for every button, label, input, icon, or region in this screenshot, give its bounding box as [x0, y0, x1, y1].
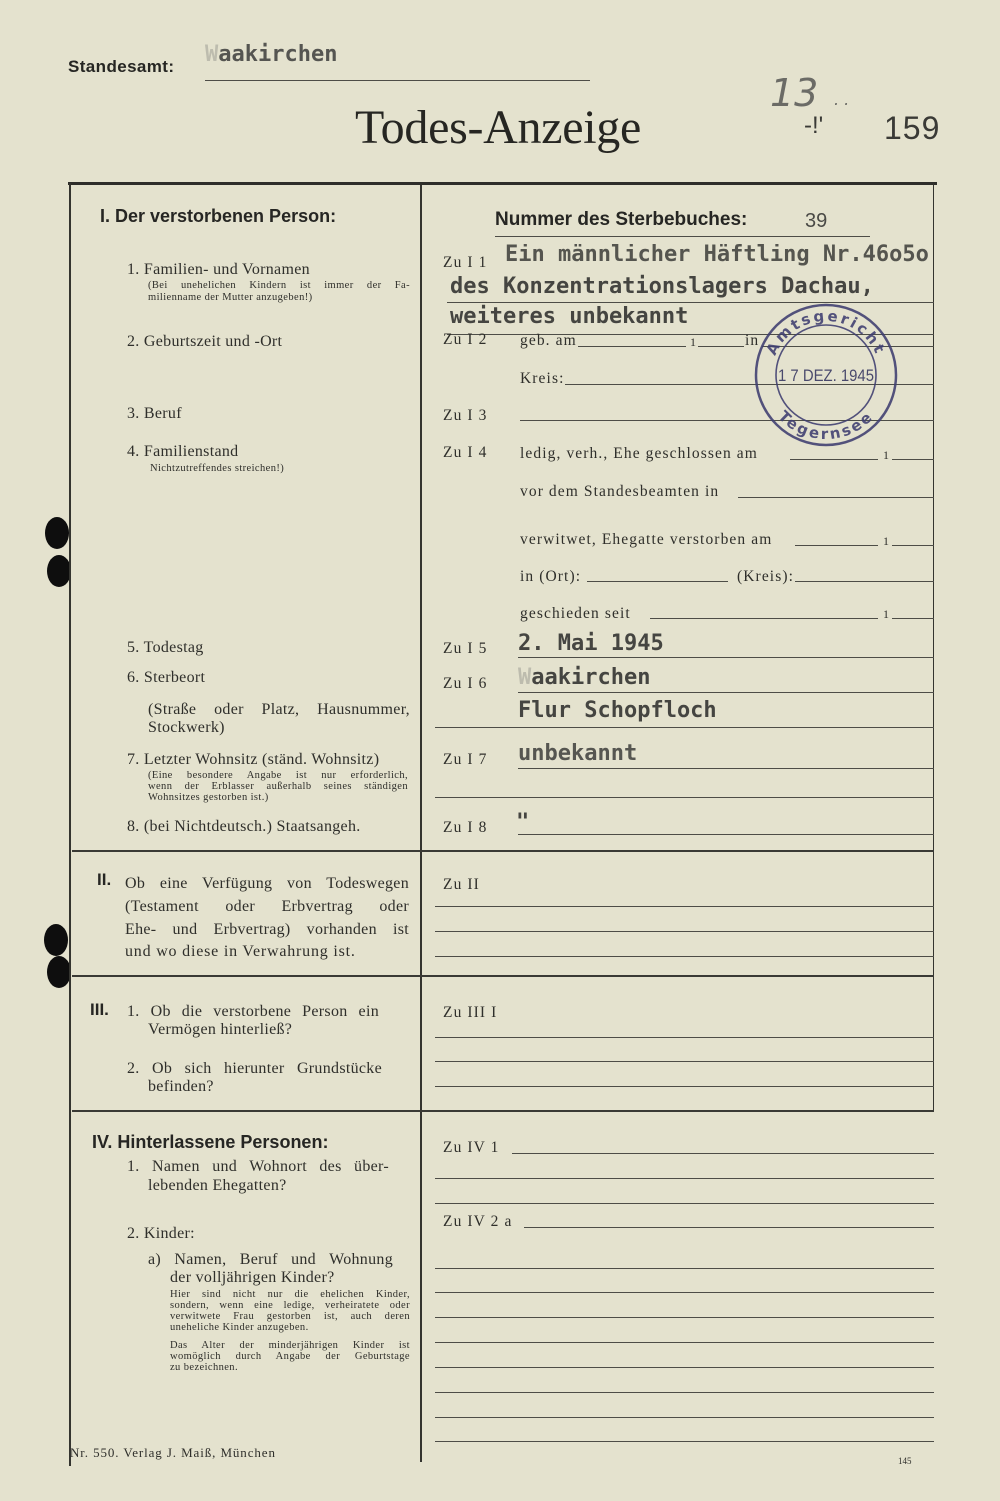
label-death-place-detail: Stockwerk) [148, 719, 225, 736]
register-number: 39 [805, 210, 828, 232]
typed-death-place: Flur Schopfloch [518, 698, 717, 723]
field-line [435, 797, 934, 798]
frame-right [933, 183, 934, 1112]
label-registrar: vor dem Standesbeamten in [520, 483, 720, 500]
label-assets: 1. Ob die verstorbene Person ein [127, 1003, 379, 1020]
section-divider [72, 975, 934, 977]
field-line [518, 657, 934, 658]
typed-residence: unbekannt [518, 741, 638, 766]
label-spouse: 1. Namen und Wohnort des über- [127, 1158, 389, 1175]
typed-name-line: Ein männlicher Häftling Nr.46o5o [505, 244, 929, 266]
typed-name-line: weiteres unbekannt [450, 304, 689, 329]
label-will: (Testament oder Erbvertrag oder [125, 898, 409, 915]
label-born-on: geb. am [520, 332, 577, 349]
label-property: befinden? [148, 1078, 214, 1095]
typed-name-line: des Konzentrationslagers Dachau, [450, 274, 874, 299]
label-will: und wo diese in Verwahrung ist. [125, 943, 356, 960]
label-divorced: geschieden seit [520, 605, 631, 622]
field-line [892, 545, 934, 546]
label-residence: 7. Letzter Wohnsitz (ständ. Wohnsitz) [127, 751, 380, 768]
note-residence: wenn der Erblasser außerhalb seines ständigen [148, 781, 408, 792]
handwritten-dots: . . [834, 90, 850, 109]
frame-middle [420, 185, 422, 1462]
section-divider [72, 1110, 934, 1112]
stamp-court-place: Tegernsee [774, 407, 878, 444]
field-line [790, 459, 878, 460]
label-death-place: 6. Sterbeort [127, 669, 206, 686]
field-line [650, 618, 878, 619]
ref-iv-2a: Zu IV 2 a [443, 1213, 513, 1230]
label-will: Ehe- und Erbvertrag) vorhanden ist [125, 921, 409, 938]
punch-hole [47, 956, 71, 988]
standesamt-label: Standesamt: [68, 57, 175, 76]
form-code: 145 [898, 1456, 912, 1466]
field-line [435, 1268, 934, 1269]
section-divider [72, 850, 934, 852]
field-line [435, 931, 934, 932]
note-children: sondern, wenn eine ledige, verheiratete oder [170, 1300, 410, 1311]
field-line [435, 1342, 934, 1343]
label-born-in: in [745, 332, 760, 349]
note-residence: (Eine besondere Angabe ist nur erforderlich, [148, 770, 408, 781]
frame-left [69, 183, 71, 1466]
note-children: verwitwete Frau gestorben ist, auch deren [170, 1311, 410, 1322]
publisher-imprint: Nr. 550. Verlag J. Maiß, München [70, 1445, 276, 1460]
form-title: Todes-Anzeige [355, 101, 641, 154]
document-number: 159 [884, 110, 941, 146]
field-line [435, 1392, 934, 1393]
label-occupation: 3. Beruf [127, 405, 182, 422]
ref-i-8: Zu I 8 [443, 819, 488, 836]
field-line [205, 80, 590, 81]
label-children: 2. Kinder: [127, 1225, 195, 1242]
field-line [795, 581, 934, 582]
court-stamp [750, 299, 902, 451]
field-line [795, 545, 878, 546]
ref-iv-1: Zu IV 1 [443, 1139, 500, 1156]
year-prefix: 1 [883, 607, 889, 621]
label-property: 2. Ob sich hierunter Grundstücke [127, 1060, 382, 1077]
label-widowed: verwitwet, Ehegatte verstorben am [520, 531, 773, 548]
label-nationality: 8. (bei Nichtdeutsch.) Staatsangeh. [127, 818, 361, 835]
label-will: Ob eine Verfügung von Todeswegen [125, 875, 409, 892]
punch-hole [47, 555, 71, 587]
ref-i-6: Zu I 6 [443, 675, 488, 692]
year-prefix: 1 [883, 534, 889, 548]
field-line [435, 1367, 934, 1368]
frame-top [68, 182, 937, 185]
field-line [435, 1061, 934, 1062]
field-line [435, 1178, 934, 1179]
field-line [892, 459, 934, 460]
label-adult-children: der volljährigen Kinder? [170, 1269, 335, 1286]
typed-nationality: " [516, 810, 530, 835]
field-line [587, 581, 728, 582]
label-marital-status: 4. Familienstand [127, 443, 239, 460]
field-line [435, 1441, 934, 1442]
section-iv-heading: IV. Hinterlassene Personen: [92, 1132, 329, 1152]
section-i-heading: I. Der verstorbenen Person: [100, 206, 337, 226]
label-adult-children: a) Namen, Beruf und Wohnung [148, 1251, 393, 1268]
note-names: (Bei unehelichen Kindern ist immer der Fa- [148, 280, 410, 291]
typed-death-date: 2. Mai 1945 [518, 631, 664, 656]
stamp-court-name: Amtsgericht [762, 306, 890, 358]
stamp-date: 1 7 DEZ. 1945 [778, 366, 874, 385]
note-children-age: Das Alter der minderjährigen Kinder ist [170, 1340, 410, 1351]
label-death-place-detail: (Straße oder Platz, Hausnummer, [148, 701, 410, 718]
field-line [435, 1037, 934, 1038]
field-line [435, 1317, 934, 1318]
register-label: Nummer des Sterbebuches: [495, 209, 748, 230]
label-assets: Vermögen hinterließ? [148, 1021, 293, 1038]
field-line [578, 346, 686, 347]
field-line [738, 497, 934, 498]
section-iii-numeral: III. [90, 1000, 109, 1019]
field-line [518, 692, 934, 693]
ref-i-3: Zu I 3 [443, 407, 488, 424]
svg-text:Amtsgericht [763, 307, 890, 358]
ref-iii: Zu III I [443, 1004, 498, 1021]
note-residence: Wohnsitzes gestorben ist.) [148, 792, 269, 803]
field-line [435, 956, 934, 957]
ref-ii: Zu II [443, 876, 480, 893]
year-prefix: 1 [690, 335, 696, 349]
field-line [435, 1292, 934, 1293]
note-children-age: womöglich durch Angabe der Geburtstage [170, 1351, 410, 1362]
field-line [518, 834, 934, 835]
field-line [698, 346, 744, 347]
label-district: Kreis: [520, 370, 565, 387]
field-line [512, 1153, 934, 1154]
punch-hole [45, 517, 69, 549]
punch-hole [44, 924, 68, 956]
note-children: Hier sind nicht nur die ehelichen Kinder, [170, 1289, 410, 1300]
field-line [518, 768, 934, 769]
note-names: milienname der Mutter anzugeben!) [148, 292, 313, 303]
note-marital-status: Nichtzutreffendes streichen!) [150, 463, 285, 474]
field-line [495, 236, 870, 237]
label-place: in (Ort): [520, 568, 582, 585]
ref-i-7: Zu I 7 [443, 751, 488, 768]
typed-death-place: Waakirchen [518, 665, 651, 690]
field-line [524, 1227, 934, 1228]
standesamt-value: Waakirchen [205, 42, 338, 67]
ref-i-2: Zu I 2 [443, 331, 488, 348]
handwritten-number: 13 [770, 71, 819, 115]
note-children: uneheliche Kinder anzugeben. [170, 1322, 309, 1333]
svg-text:Tegernsee [775, 407, 877, 443]
label-spouse: lebenden Ehegatten? [148, 1177, 287, 1194]
ref-i-5: Zu I 5 [443, 640, 488, 657]
label-birth: 2. Geburtszeit und -Ort [127, 333, 283, 350]
field-line [435, 906, 934, 907]
year-prefix: 1 [883, 448, 889, 462]
label-married: ledig, verh., Ehe geschlossen am [520, 445, 758, 462]
field-line [892, 618, 934, 619]
label-names: 1. Familien- und Vornamen [127, 261, 310, 278]
label-district: (Kreis): [737, 568, 795, 585]
field-line [435, 1203, 934, 1204]
field-line [435, 1086, 934, 1087]
ref-i-4: Zu I 4 [443, 444, 488, 461]
ref-i-1: Zu I 1 [443, 254, 488, 271]
note-children-age: zu bezeichnen. [170, 1362, 238, 1373]
field-line [435, 1417, 934, 1418]
label-death-date: 5. Todestag [127, 639, 204, 656]
field-line [435, 727, 934, 728]
section-ii-numeral: II. [97, 870, 112, 889]
register-mark: -!' [804, 112, 824, 139]
